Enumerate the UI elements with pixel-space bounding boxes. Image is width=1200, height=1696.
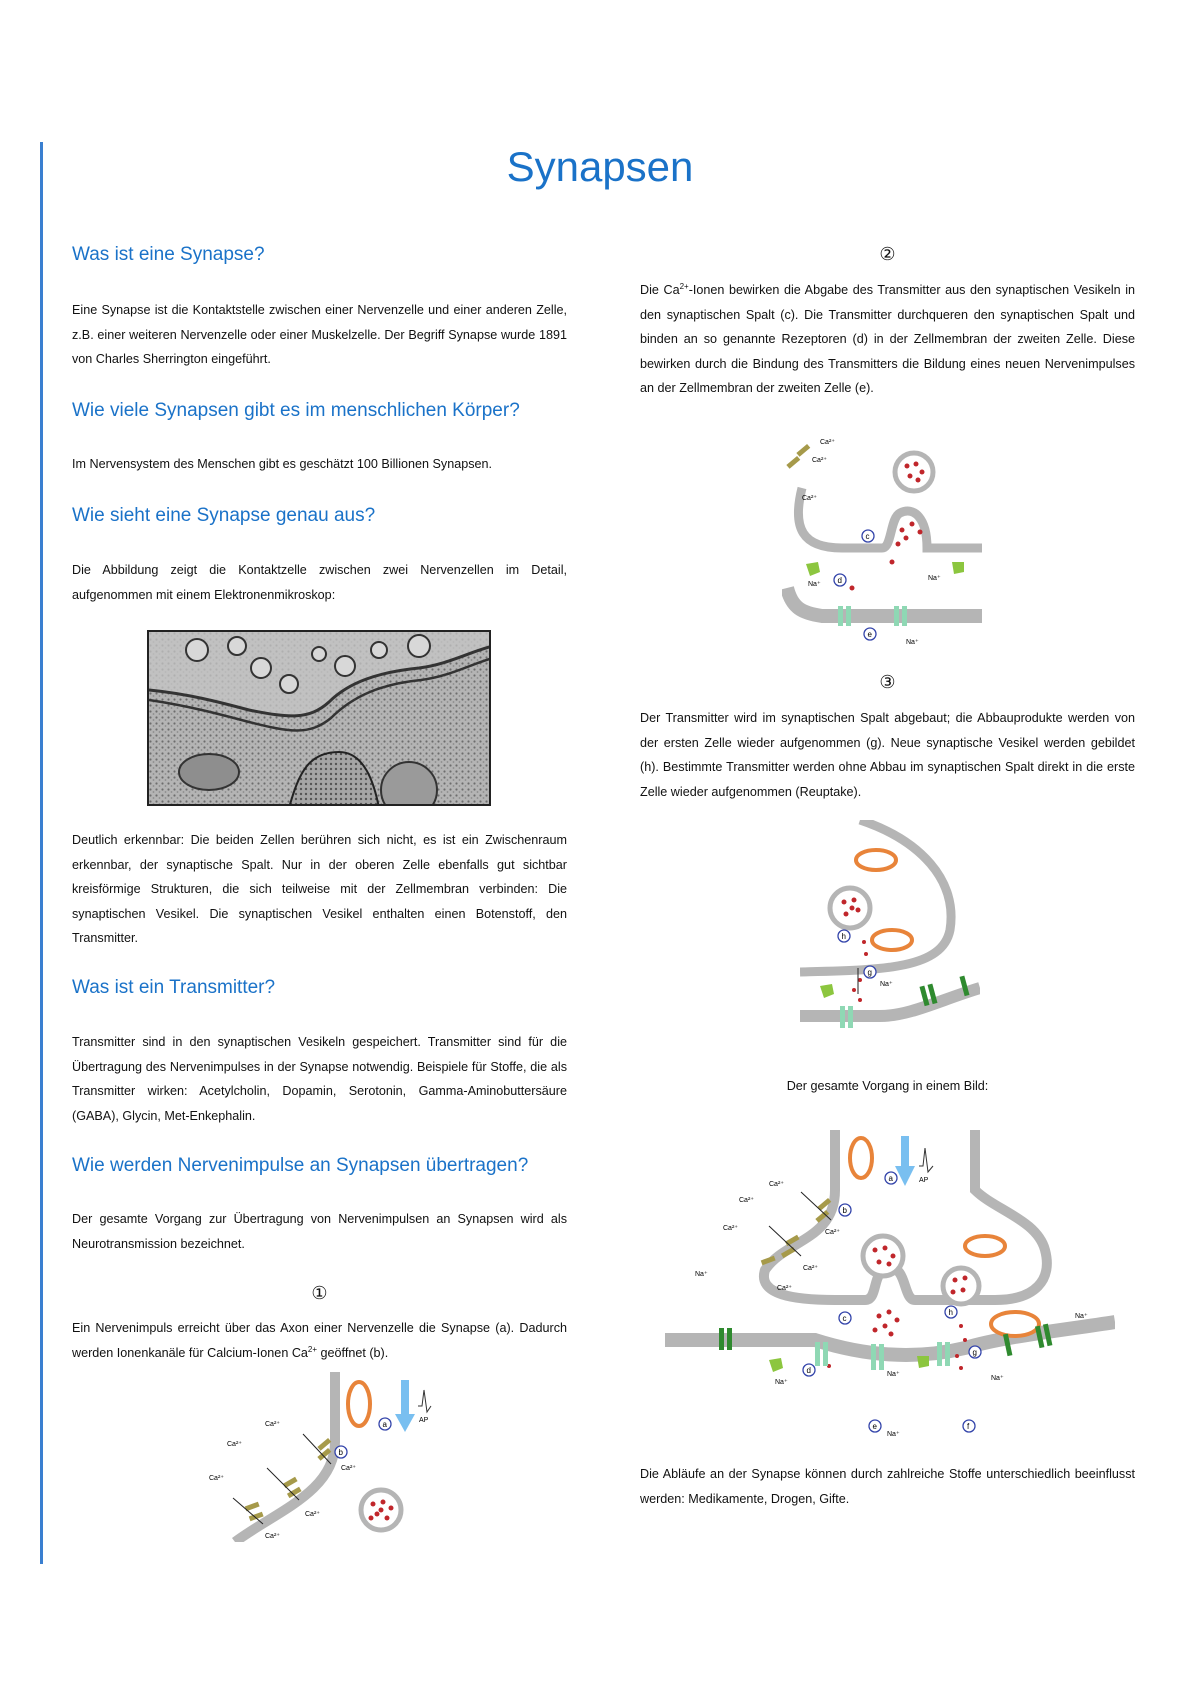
receptor-icon [952,562,964,574]
ca-label: Ca²⁺ [341,1465,356,1472]
paragraph-microscope-intro: Die Abbildung zeigt die Kontaktzelle zwischen zwei Nervenzellen im Detail, aufgenommen mit einem Elektronenmikroskop: [72,563,567,602]
heading-impulse-transmission: Wie werden Nervenimpulse an Synapsen übertragen? [72,1155,529,1176]
na-label: Na⁺ [880,981,893,988]
na-label: Na⁺ [906,639,919,646]
paragraph-transmitter: Transmitter sind in den synaptischen Vesikeln gespeichert. Transmitter sind für die Übertragung des Nervenimpulses in der Synapse notwendig. Beispiele für Stoffe, die als Transmitter wirken: Acetylcholin, Dopamin, Serotonin, Gamma-Aminobuttersäure (GABA), Glycin, Met-Enkephalin. [72,1035,567,1123]
ca-label: Ca²⁺ [209,1475,224,1482]
ap-arrow-icon [395,1380,415,1432]
label-c: c [865,532,870,541]
ap-arrow-icon [895,1136,915,1186]
paragraph-synapse-count: Im Nervensystem des Menschen gibt es geschätzt 100 Billionen Synapsen. [72,457,493,471]
action-potential-icon [919,1148,933,1172]
na-label: Na⁺ [991,1375,1004,1382]
electron-micrograph [147,630,491,806]
ca-label: Ca²⁺ [265,1533,280,1540]
paragraph-synapse-definition: Eine Synapse ist die Kontaktstelle zwischen einer Nervenzelle und einer anderen Zelle, z.B. einer weiteren Nervenzelle oder einer Muskelzelle. Der Begriff Synapse wurde 1891 von Charles Sherrington eingeführt. [72,303,567,366]
caption-full-process: Der gesamte Vorgang in einem Bild: [786,1079,989,1093]
vesicle [863,1236,903,1276]
paragraph-step-2: Die $Ca^{2+}$-Ionen bewirken die Abgabe des Transmitter aus den synaptischen Vesikeln in den synaptischen Spalt (c). Die Transmitter durchqueren den synaptischen Spalt und binden an so genannte Rezeptoren (d) in der Zellmembran der zweiten Zelle. Diese bewirken durch die Bindung des Transmitters die Bildung eines neuen Nervenimpulses an der Zellmembran der zweiten Zelle (e). [640,281,1136,395]
ca-label: Ca²⁺ [723,1225,738,1232]
na-label: Na⁺ [887,1431,900,1438]
label-g: g [867,968,872,977]
mitochondrion-icon [348,1382,370,1426]
na-label: Na⁺ [808,581,821,588]
diagram-step-3 [800,820,980,1030]
ca-label: Ca²⁺ [825,1229,840,1236]
mitochondrion-icon [991,1312,1039,1336]
mitochondrion-icon [965,1236,1005,1256]
mitochondrion-icon [856,850,896,870]
ca-label: Ca²⁺ [803,1265,818,1272]
receptor-icon [820,984,834,998]
label-h: h [948,1308,953,1317]
step-2-marker: ② [879,244,896,264]
ap-label: AP [919,1177,929,1184]
label-c: c [842,1314,847,1323]
paragraph-influences: Die Abläufe an der Synapse können durch zahlreiche Stoffe unterschiedlich beeinflusst werden: Medikamente, Drogen, Gifte. [640,1467,1135,1506]
label-g: g [972,1348,977,1357]
label-d: d [837,576,842,585]
left-accent-rule [40,142,43,1564]
heading-synapse-appearance: Wie sieht eine Synapse genau aus? [72,505,376,526]
label-b: b [338,1448,343,1457]
presynaptic-membrane [798,488,982,548]
label-b: b [842,1206,847,1215]
label-a: a [888,1174,893,1183]
receptor-icon [917,1356,929,1368]
heading-what-is-synapse: Was ist eine Synapse? [72,244,265,265]
label-d: d [806,1366,811,1375]
action-potential-icon [418,1390,431,1412]
paragraph-neurotransmission: Der gesamte Vorgang zur Übertragung von Nervenimpulsen an Synapsen wird als Neurotransmission bezeichnet. [72,1212,567,1251]
mitochondrion-icon [872,930,912,950]
ca-label: Ca²⁺ [802,495,817,502]
vesicle [943,1268,979,1304]
label-e: e [867,630,872,639]
label-e: e [872,1422,877,1431]
receptor-icon [769,1358,783,1372]
diagram-full-process [665,1130,1115,1440]
vesicle [895,453,933,491]
na-label: Na⁺ [1075,1313,1088,1320]
label-f: f [967,1422,970,1431]
ca-label: Ca²⁺ [305,1511,320,1518]
na-label: Na⁺ [928,575,941,582]
heading-what-is-transmitter: Was ist ein Transmitter? [72,977,276,998]
ca-label: Ca²⁺ [777,1285,792,1292]
ca-label: Ca²⁺ [812,457,827,464]
heading-how-many-synapses: Wie viele Synapsen gibt es im menschlichen Körper? [72,400,520,421]
ca-label: Ca²⁺ [227,1441,242,1448]
ca-label: Ca²⁺ [769,1181,784,1188]
label-a: a [382,1420,387,1429]
diagram-step-1 [205,1372,455,1542]
na-label: Na⁺ [887,1371,900,1378]
paragraph-step-3: Der Transmitter wird im synaptischen Spalt abgebaut; die Abbauprodukte werden von der ersten Zelle wieder aufgenommen (g). Neue synaptische Vesikel werden gebildet (h). Bestimmte Transmitter werden ohne Abbau im synaptischen Spalt direkt in die erste Zelle wieder aufgenommen (Reuptake). [640,711,1135,799]
ca-label: Ca²⁺ [739,1197,754,1204]
label-h: h [841,932,846,941]
receptor-icon [806,562,820,576]
paragraph-synaptic-cleft: Deutlich erkennbar: Die beiden Zellen berühren sich nicht, es ist ein Zwischenraum erkennbar, der synaptische Spalt. Nur in der oberen Zelle ebenfalls gut sichtbar kreisförmige Strukturen, die sich teilweise mit der Zellmembran verbinden: Die synaptischen Vesikel. Die synaptischen Vesikel enthalten einen Botenstoff, den Transmitter. [72,833,567,945]
na-label: Na⁺ [775,1379,788,1386]
ca-label: Ca²⁺ [265,1421,280,1428]
diagram-step-2 [782,438,982,648]
ap-label: AP [419,1417,429,1424]
postsynaptic-membrane [787,588,982,616]
na-label: Na⁺ [695,1271,708,1278]
mitochondrion-icon [850,1138,872,1178]
page-title: Synapsen [506,143,694,190]
step-3-marker: ③ [879,672,896,692]
paragraph-step-1: Ein Nervenimpuls erreicht über das Axon einer Nervenzelle die Synapse (a). Dadurch werden Ionenkanäle für Calcium-Ionen $Ca^{2+}$ geöffnet (b). [72,1321,567,1360]
calcium-channels [786,444,810,469]
ca-label: Ca²⁺ [820,439,835,446]
presynaptic-membrane [800,820,951,972]
step-1-marker: ① [311,1283,328,1303]
